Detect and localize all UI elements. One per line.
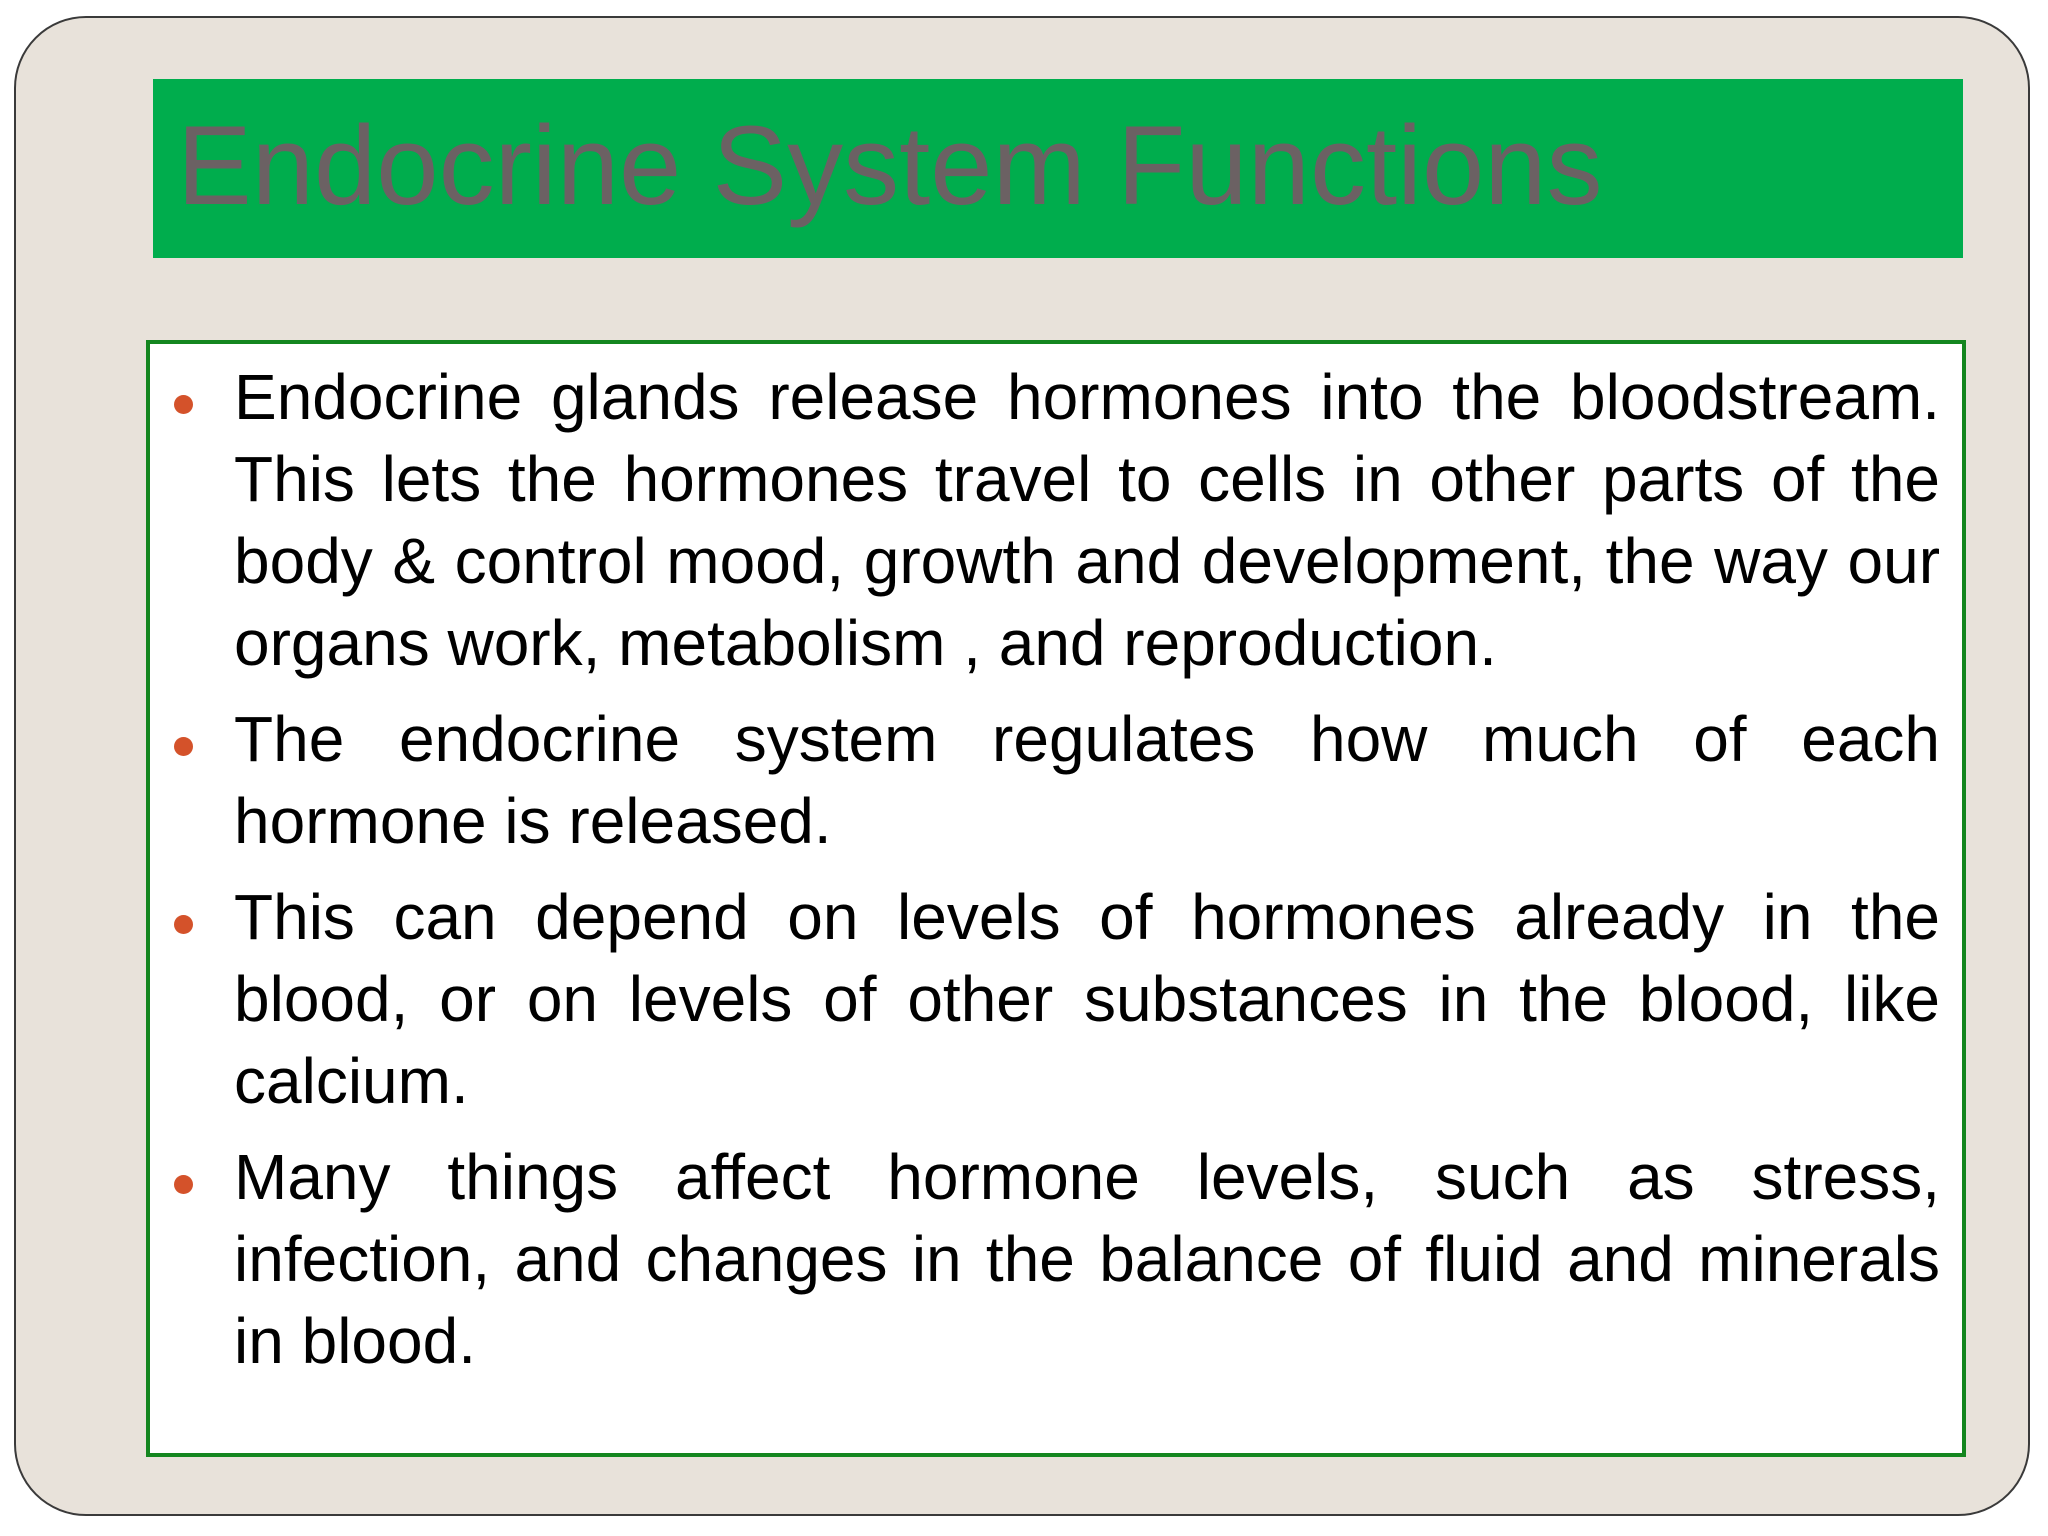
bullet-item — [150, 698, 1962, 862]
content-box — [146, 340, 1966, 1457]
bullet-text: The endocrine system regulates how much of each hormone is released. — [234, 703, 1940, 857]
bullet-text: This can depend on levels of hormones already in the blood, or on levels of other substances in the blood, like calcium. — [234, 881, 1940, 1117]
bullet-dot-icon — [174, 395, 193, 414]
title-bar — [153, 79, 1963, 258]
bullet-item — [150, 876, 1962, 1122]
bullet-dot-icon — [174, 1175, 193, 1194]
slide-frame — [14, 16, 2030, 1516]
bullet-item — [150, 356, 1962, 684]
slide-title: Endocrine System Functions — [177, 102, 1603, 228]
bullet-dot-icon — [174, 737, 193, 756]
bullet-item — [150, 1136, 1962, 1382]
bullet-text: Endocrine glands release hormones into the bloodstream. This lets the hormones travel to cells in other parts of the body & control mood, growth and development, the way our organs work, metabolism , and reproduction. — [234, 361, 1940, 679]
bullet-list — [150, 356, 1962, 1396]
bullet-text: Many things affect hormone levels, such as stress, infection, and changes in the balance of fluid and minerals in blood. — [234, 1141, 1940, 1377]
bullet-dot-icon — [174, 915, 193, 934]
